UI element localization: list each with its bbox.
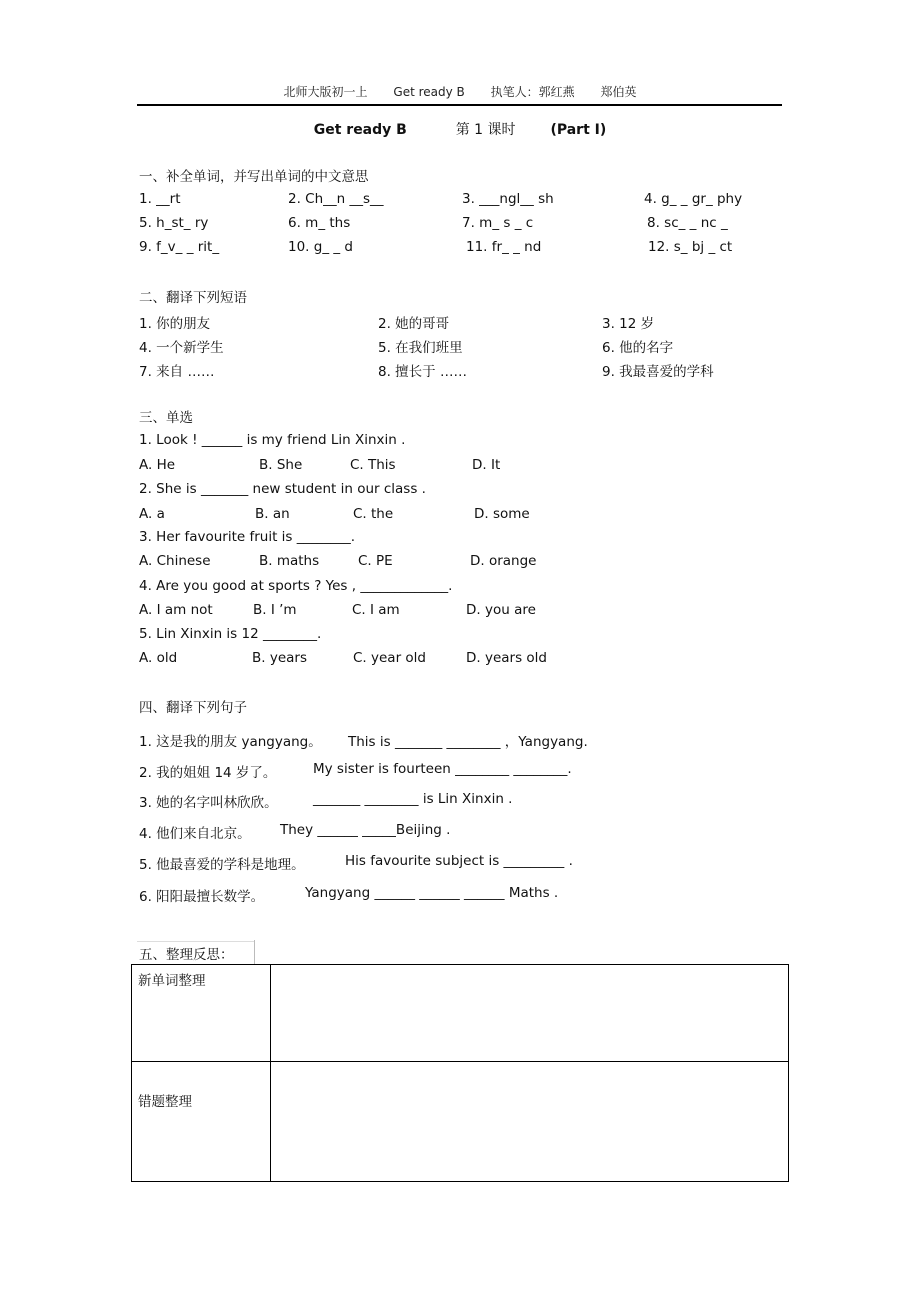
phrase-item: 5. 在我们班里	[378, 340, 463, 356]
phrase-item: 3. 12 岁	[602, 316, 655, 332]
phrase-item: 8. 擅长于 ……	[378, 364, 467, 380]
section3-heading: 三、单选	[139, 410, 193, 426]
option: D. some	[474, 506, 530, 522]
row-label-new-words: 新单词整理	[132, 965, 271, 1062]
sentence-cn: 2. 我的姐姐 14 岁了。	[139, 765, 277, 781]
word-item: 3. ___ngl__ sh	[462, 191, 554, 207]
section5-heading: 五、整理反思：	[139, 947, 234, 963]
option: B. She	[259, 457, 303, 473]
writing-area-new-words[interactable]	[271, 965, 789, 1062]
section2-heading: 二、翻译下列短语	[139, 290, 247, 306]
option: A. He	[139, 457, 176, 473]
option: D. years old	[466, 650, 547, 666]
question-text: 3. Her favourite fruit is ________.	[139, 529, 356, 545]
option: C. This	[350, 457, 396, 473]
writing-area-mistakes[interactable]	[271, 1062, 789, 1182]
phrase-item: 7. 来自 ……	[139, 364, 215, 380]
table-row	[132, 1062, 789, 1182]
section5-sideline	[254, 940, 255, 964]
phrase-item: 1. 你的朋友	[139, 316, 211, 332]
section4-heading: 四、翻译下列句子	[139, 700, 247, 716]
section1-row	[139, 239, 779, 259]
section1-row	[139, 191, 779, 211]
section2-row	[139, 360, 779, 380]
option: C. I am	[352, 602, 400, 618]
option: D. you are	[466, 602, 536, 618]
option: B. years	[252, 650, 307, 666]
section2-row	[139, 336, 779, 356]
option-row	[139, 457, 779, 477]
word-item: 8. sc_ _ nc _	[647, 215, 728, 231]
question-text: 2. She is _______ new student in our class .	[139, 481, 426, 497]
sentence-row	[139, 822, 779, 842]
sentence-en: They ______ _____Beijing .	[280, 822, 451, 838]
question-text: 4. Are you good at sports ? Yes , _____________.	[139, 578, 453, 594]
sentence-cn: 1. 这是我的朋友 yangyang。	[139, 734, 322, 750]
sentence-row	[139, 791, 779, 811]
header-author1: 执笔人：郭红燕	[490, 85, 575, 99]
sentence-cn: 4. 他们来自北京。	[139, 826, 251, 842]
sentence-cn: 3. 她的名字叫林欣欣。	[139, 795, 278, 811]
option: C. PE	[358, 553, 393, 569]
header-author2: 郑伯英	[600, 85, 637, 99]
word-item: 1. __rt	[139, 191, 181, 207]
section1-heading: 一、补全单词，并写出单词的中文意思	[139, 169, 369, 185]
phrase-item: 2. 她的哥哥	[378, 316, 450, 332]
option-row	[139, 506, 779, 526]
page-title	[0, 119, 920, 139]
sentence-row	[139, 761, 779, 781]
title-lesson: 第 1 课时	[455, 122, 516, 138]
table-row	[132, 965, 789, 1062]
reflection-table	[131, 964, 789, 1182]
sentence-en: _______ ________ is Lin Xinxin .	[313, 791, 513, 807]
sentence-en: This is _______ ________ ，Yangyang.	[348, 734, 588, 750]
option: A. old	[139, 650, 178, 666]
section5-topline	[137, 941, 254, 942]
phrase-item: 4. 一个新学生	[139, 340, 224, 356]
title-part: (Part Ⅰ)	[550, 122, 607, 138]
option-row	[139, 553, 779, 573]
phrase-item: 9. 我最喜爱的学科	[602, 364, 714, 380]
option: D. It	[472, 457, 501, 473]
option: C. the	[353, 506, 394, 522]
question-text: 5. Lin Xinxin is 12 ________.	[139, 626, 322, 642]
phrase-item: 6. 他的名字	[602, 340, 674, 356]
word-item: 2. Ch__n __s__	[288, 191, 384, 207]
option: A. a	[139, 506, 165, 522]
sentence-cn: 5. 他最喜爱的学科是地理。	[139, 857, 305, 873]
header-unit: Get ready B	[393, 85, 465, 99]
sentence-row	[139, 730, 779, 750]
word-item: 6. m_ ths	[288, 215, 351, 231]
option: A. I am not	[139, 602, 213, 618]
word-item: 11. fr_ _ nd	[466, 239, 542, 255]
option: A. Chinese	[139, 553, 211, 569]
section2-row	[139, 312, 779, 332]
option: D. orange	[470, 553, 537, 569]
option: B. an	[255, 506, 290, 522]
sentence-en: Yangyang ______ ______ ______ Maths .	[305, 885, 559, 901]
word-item: 12. s_ bj _ ct	[648, 239, 733, 255]
word-item: 10. g_ _ d	[288, 239, 353, 255]
section1-row	[139, 215, 779, 235]
header-edition: 北师大版初一上	[283, 85, 368, 99]
header-rule	[137, 104, 782, 106]
question-text: 1. Look ! ______ is my friend Lin Xinxin .	[139, 432, 406, 448]
word-item: 4. g_ _ gr_ phy	[644, 191, 743, 207]
word-item: 9. f_v_ _ rit_	[139, 239, 220, 255]
row-label-mistakes: 错题整理	[132, 1062, 271, 1182]
title-main: Get ready B	[313, 122, 407, 138]
word-item: 5. h_st_ ry	[139, 215, 209, 231]
sentence-en: My sister is fourteen ________ ________.	[313, 761, 572, 777]
page-header	[0, 83, 920, 100]
option-row	[139, 602, 779, 622]
sentence-row	[139, 885, 779, 905]
option: C. year old	[353, 650, 426, 666]
option: B. maths	[259, 553, 320, 569]
sentence-cn: 6. 阳阳最擅长数学。	[139, 889, 265, 905]
sentence-en: His favourite subject is _________ .	[345, 853, 573, 869]
sentence-row	[139, 853, 779, 873]
option: B. I ’m	[253, 602, 297, 618]
option-row	[139, 650, 779, 670]
word-item: 7. m_ s _ c	[462, 215, 534, 231]
